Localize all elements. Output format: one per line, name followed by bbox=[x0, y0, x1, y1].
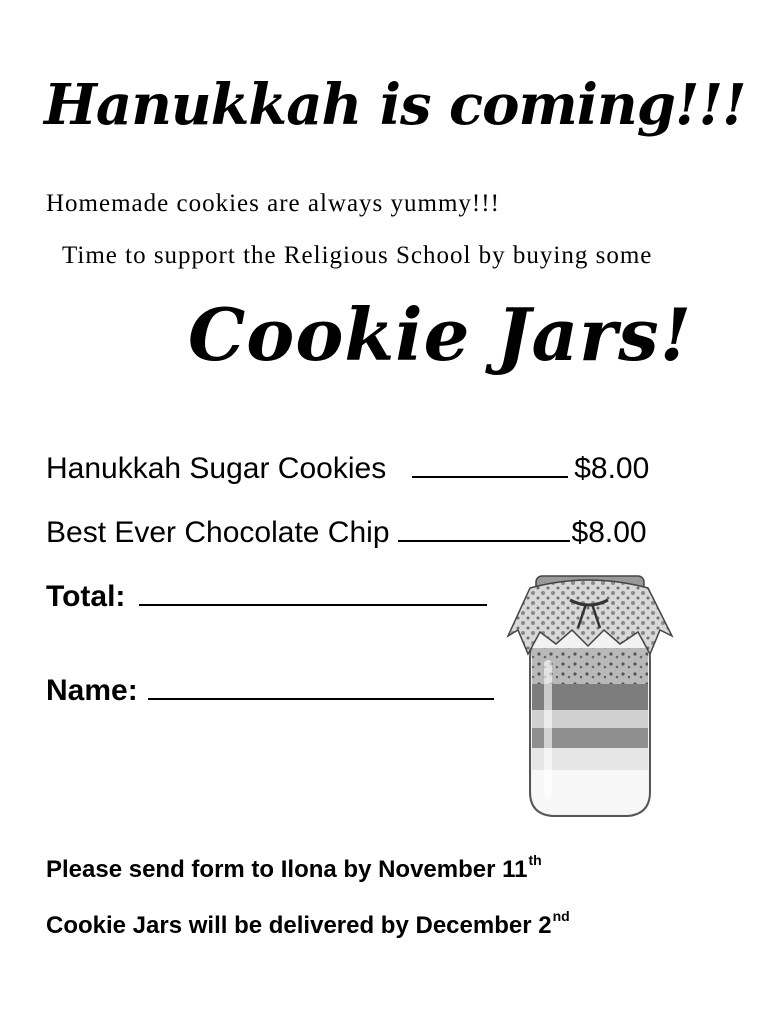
item-name: Best Ever Chocolate Chip bbox=[46, 516, 390, 549]
delivery-text: Cookie Jars will be delivered by December 2 bbox=[46, 912, 552, 939]
tagline: Homemade cookies are always yummy!!! bbox=[46, 190, 500, 217]
send-suffix: th bbox=[528, 852, 542, 868]
headline: Hanukkah is coming!!! bbox=[44, 72, 746, 138]
quantity-blank[interactable] bbox=[398, 516, 570, 542]
name-blank[interactable] bbox=[148, 674, 494, 700]
delivery-suffix: nd bbox=[552, 908, 570, 924]
cookie-jar-image bbox=[500, 570, 678, 822]
delivery-note bbox=[46, 908, 570, 940]
total-label: Total: bbox=[46, 580, 126, 613]
item-price: $8.00 bbox=[571, 516, 647, 549]
item-name: Hanukkah Sugar Cookies bbox=[46, 452, 387, 485]
total-row bbox=[46, 580, 493, 614]
quantity-blank[interactable] bbox=[412, 452, 568, 478]
send-instruction bbox=[46, 852, 542, 884]
order-row-sugar-cookies bbox=[46, 452, 649, 486]
order-row-chocolate-chip bbox=[46, 516, 647, 550]
support-line: Time to support the Religious School by buying some bbox=[62, 242, 653, 269]
name-label: Name: bbox=[46, 674, 138, 707]
send-text: Please send form to Ilona by November 11 bbox=[46, 856, 528, 883]
item-price: $8.00 bbox=[574, 452, 650, 485]
product-title: Cookie Jars! bbox=[188, 292, 693, 377]
total-blank[interactable] bbox=[139, 580, 487, 606]
name-row bbox=[46, 674, 500, 708]
